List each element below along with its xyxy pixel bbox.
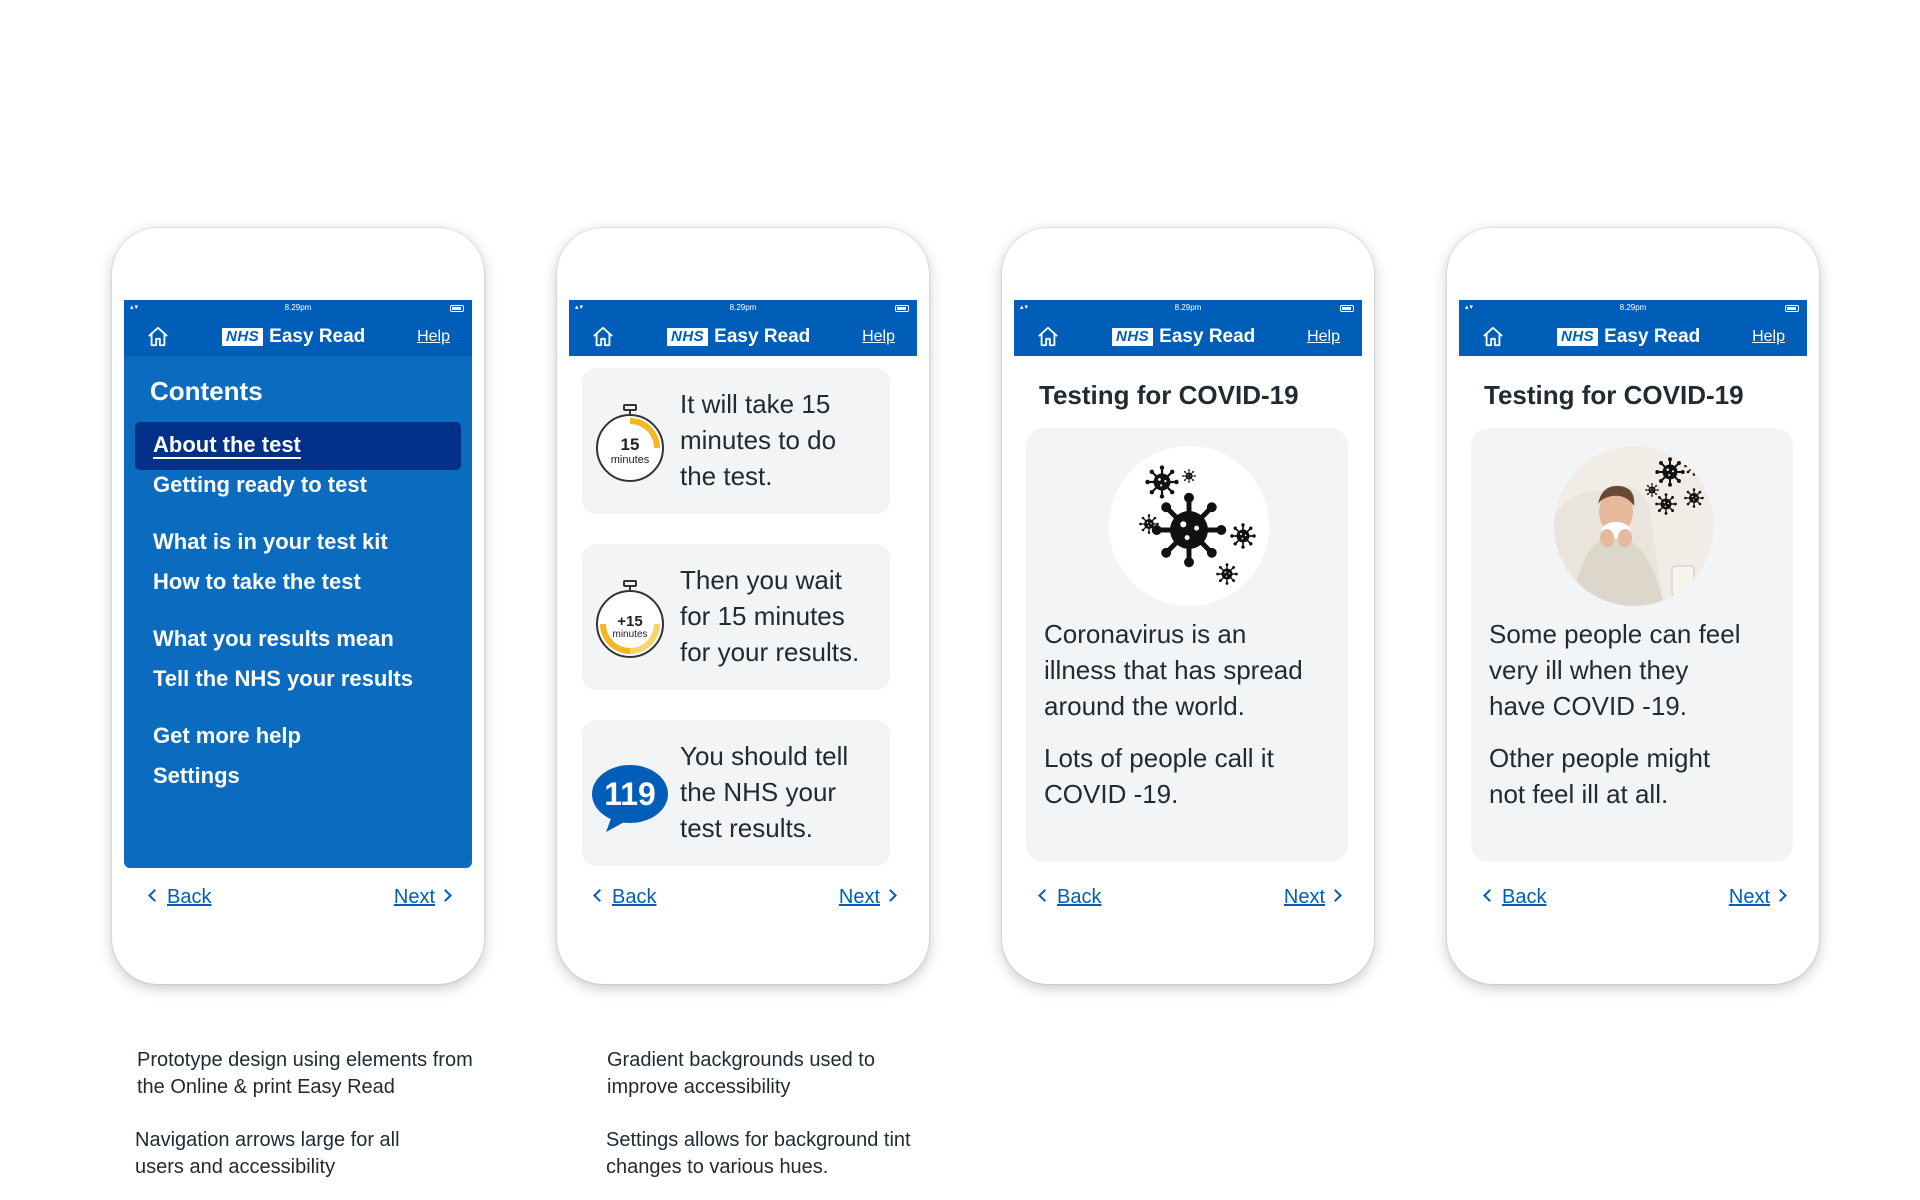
help-link[interactable]: Help bbox=[862, 328, 895, 345]
page-title: Testing for COVID-19 bbox=[1039, 380, 1299, 410]
caption-line: the Online & print Easy Read bbox=[137, 1076, 395, 1098]
back-button[interactable]: Back bbox=[591, 886, 656, 909]
brand bbox=[1557, 326, 1700, 348]
status-bar bbox=[1014, 300, 1362, 318]
status-bar bbox=[124, 300, 472, 318]
stopwatch-15-icon bbox=[590, 402, 670, 482]
battery-icon bbox=[1785, 305, 1799, 312]
contents-panel bbox=[124, 356, 472, 868]
phone-screen bbox=[1459, 300, 1807, 908]
app-header bbox=[1014, 318, 1362, 356]
nhs-logo: NHS bbox=[222, 328, 263, 346]
contents-item-getting-ready[interactable]: Getting ready to test bbox=[153, 472, 367, 497]
contents-item-settings[interactable]: Settings bbox=[153, 763, 240, 788]
contents-heading: Contents bbox=[150, 376, 263, 406]
battery-icon bbox=[450, 305, 464, 312]
step-text-line: minutes to do bbox=[680, 425, 837, 455]
bottom-navigation bbox=[1014, 878, 1362, 914]
info-text-line: Other people might bbox=[1489, 743, 1711, 773]
next-button[interactable]: Next bbox=[394, 886, 450, 909]
chevron-right-icon bbox=[439, 889, 452, 902]
step-card bbox=[582, 720, 890, 866]
chevron-left-icon bbox=[148, 889, 161, 902]
step-text-line: test results. bbox=[680, 813, 813, 843]
contents-item-test-kit[interactable]: What is in your test kit bbox=[153, 529, 388, 554]
step-text-line: for 15 minutes bbox=[680, 601, 845, 631]
help-link[interactable]: Help bbox=[417, 328, 450, 345]
back-button[interactable]: Back bbox=[1481, 886, 1546, 909]
sick-person-icon bbox=[1554, 446, 1714, 606]
step-text-line: the test. bbox=[680, 461, 773, 491]
home-icon[interactable] bbox=[146, 326, 170, 348]
info-card bbox=[1026, 428, 1348, 862]
info-text-line: Lots of people call it bbox=[1044, 743, 1274, 773]
home-icon[interactable] bbox=[1481, 326, 1505, 348]
brand bbox=[222, 326, 365, 348]
step-text bbox=[680, 562, 859, 670]
phone-screen bbox=[569, 300, 917, 908]
info-paragraph bbox=[1489, 740, 1710, 812]
app-title: Easy Read bbox=[1604, 326, 1701, 347]
step-text-line: Then you wait bbox=[680, 565, 842, 595]
bottom-navigation bbox=[1459, 878, 1807, 914]
contents-item-tell-nhs[interactable]: Tell the NHS your results bbox=[153, 666, 413, 691]
bottom-navigation bbox=[569, 878, 917, 914]
stopwatch-number: 15 bbox=[620, 435, 640, 454]
phone-mockup-symptoms bbox=[1447, 228, 1819, 984]
brand bbox=[1112, 326, 1255, 348]
contents-item-results-mean[interactable]: What you results mean bbox=[153, 626, 394, 651]
info-text-line: around the world. bbox=[1044, 691, 1245, 721]
caption-prototype-design bbox=[137, 1047, 473, 1101]
info-card bbox=[1471, 428, 1793, 862]
signal-wifi-icon: ▴▾ bbox=[1465, 304, 1475, 311]
phone-screen bbox=[124, 300, 472, 908]
info-text-line: very ill when they bbox=[1489, 655, 1689, 685]
step-text bbox=[680, 738, 848, 846]
stopwatch-number: +15 bbox=[617, 613, 643, 630]
speech-bubble-119-icon bbox=[590, 754, 670, 834]
step-text-line: for your results. bbox=[680, 637, 860, 667]
signal-wifi-icon: ▴▾ bbox=[575, 304, 585, 311]
phone-mockup-steps bbox=[557, 228, 929, 984]
stopwatch-unit: minutes bbox=[612, 629, 648, 640]
back-button[interactable]: Back bbox=[1036, 886, 1101, 909]
home-icon[interactable] bbox=[1036, 326, 1060, 348]
status-bar bbox=[1459, 300, 1807, 318]
status-time: 8.29pm bbox=[729, 303, 757, 312]
info-text-line: have COVID -19. bbox=[1489, 691, 1687, 721]
caption-gradient-backgrounds bbox=[607, 1047, 875, 1101]
brand bbox=[667, 326, 810, 348]
app-title: Easy Read bbox=[714, 326, 811, 347]
sick-person-photo bbox=[1554, 446, 1714, 606]
home-icon[interactable] bbox=[591, 326, 615, 348]
app-title: Easy Read bbox=[1159, 326, 1256, 347]
app-header bbox=[1459, 318, 1807, 356]
caption-line: Settings allows for background tint bbox=[606, 1129, 911, 1151]
phone-screen bbox=[1014, 300, 1362, 908]
next-button[interactable]: Next bbox=[1729, 886, 1785, 909]
nhs-logo: NHS bbox=[1557, 328, 1598, 346]
step-card bbox=[582, 544, 890, 690]
caption-line: Navigation arrows large for all bbox=[135, 1129, 400, 1151]
chevron-left-icon bbox=[593, 889, 606, 902]
step-text-line: You should tell bbox=[680, 741, 849, 771]
next-button[interactable]: Next bbox=[839, 886, 895, 909]
info-text-line: COVID -19. bbox=[1044, 779, 1179, 809]
help-link[interactable]: Help bbox=[1752, 328, 1785, 345]
contents-item-how-to-take[interactable]: How to take the test bbox=[153, 569, 361, 594]
info-text-line: Some people can feel bbox=[1489, 619, 1741, 649]
signal-wifi-icon: ▴▾ bbox=[1020, 304, 1030, 311]
status-time: 8.29pm bbox=[284, 303, 312, 312]
chevron-right-icon bbox=[1329, 889, 1342, 902]
status-time: 8.29pm bbox=[1174, 303, 1202, 312]
virus-illustration bbox=[1109, 446, 1269, 606]
app-header bbox=[569, 318, 917, 356]
info-paragraph bbox=[1044, 616, 1303, 724]
contents-item-about-the-test[interactable]: About the test bbox=[153, 432, 301, 457]
chevron-right-icon bbox=[884, 889, 897, 902]
caption-navigation-arrows bbox=[135, 1127, 400, 1181]
status-time: 8.29pm bbox=[1619, 303, 1647, 312]
info-paragraph bbox=[1044, 740, 1274, 812]
battery-icon bbox=[1340, 305, 1354, 312]
nhs-logo: NHS bbox=[667, 328, 708, 346]
contents-item-more-help[interactable]: Get more help bbox=[153, 723, 301, 748]
info-text-line: illness that has spread bbox=[1044, 655, 1303, 685]
caption-line: changes to various hues. bbox=[606, 1156, 829, 1178]
step-text-line: the NHS your bbox=[680, 777, 837, 807]
step-text-line: It will take 15 bbox=[680, 389, 831, 419]
caption-line: Gradient backgrounds used to bbox=[607, 1049, 875, 1071]
stopwatch-plus-15-icon bbox=[590, 578, 670, 658]
nhs-logo: NHS bbox=[1112, 328, 1153, 346]
back-button[interactable]: Back bbox=[146, 886, 211, 909]
chevron-left-icon bbox=[1038, 889, 1051, 902]
chevron-right-icon bbox=[1774, 889, 1787, 902]
bottom-navigation bbox=[124, 878, 472, 914]
status-bar bbox=[569, 300, 917, 318]
caption-line: Prototype design using elements from bbox=[137, 1049, 473, 1071]
caption-line: users and accessibility bbox=[135, 1156, 336, 1178]
page-title: Testing for COVID-19 bbox=[1484, 380, 1744, 410]
help-link[interactable]: Help bbox=[1307, 328, 1340, 345]
phone-mockup-coronavirus bbox=[1002, 228, 1374, 984]
phone-mockup-contents bbox=[112, 228, 484, 984]
info-text-line: Coronavirus is an bbox=[1044, 619, 1247, 649]
info-text-line: not feel ill at all. bbox=[1489, 779, 1669, 809]
caption-line: improve accessibility bbox=[607, 1076, 791, 1098]
next-button[interactable]: Next bbox=[1284, 886, 1340, 909]
step-card bbox=[582, 368, 890, 514]
virus-icon bbox=[1109, 446, 1269, 606]
caption-settings-tint bbox=[606, 1127, 911, 1181]
battery-icon bbox=[895, 305, 909, 312]
app-title: Easy Read bbox=[269, 326, 366, 347]
app-header bbox=[124, 318, 472, 356]
info-paragraph bbox=[1489, 616, 1741, 724]
stopwatch-unit: minutes bbox=[610, 454, 650, 466]
bubble-number: 119 bbox=[604, 776, 656, 812]
step-text bbox=[680, 386, 836, 494]
signal-wifi-icon: ▴▾ bbox=[130, 304, 140, 311]
chevron-left-icon bbox=[1483, 889, 1496, 902]
